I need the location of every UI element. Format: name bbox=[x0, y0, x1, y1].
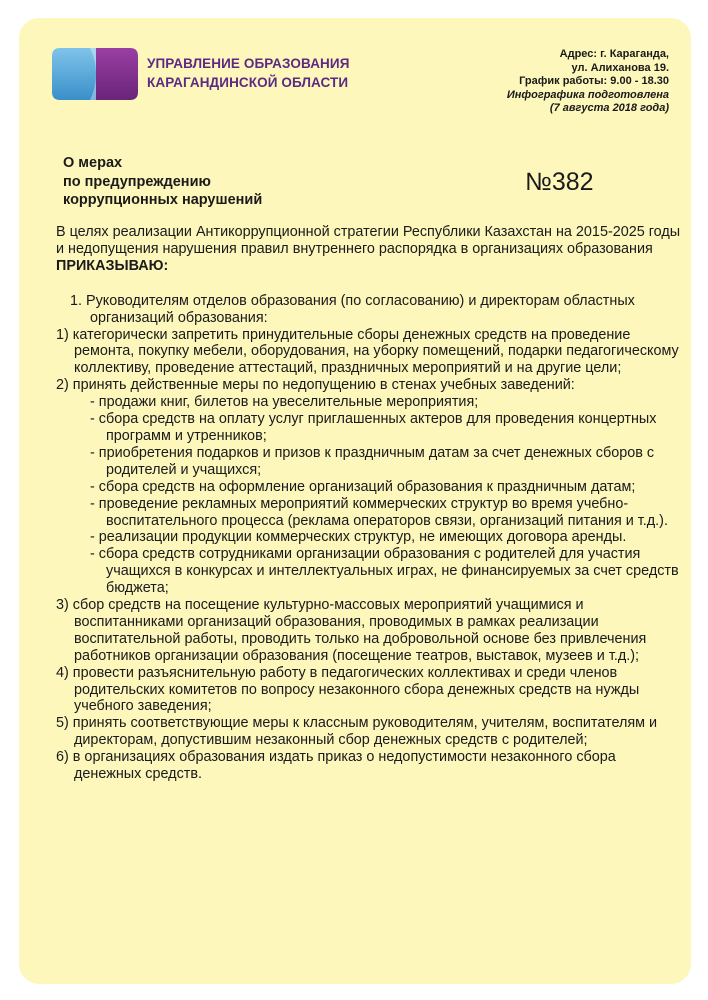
address-line2: ул. Алиханова 19. bbox=[571, 61, 669, 74]
list-item: - проведение рекламных мероприятий коммерческих структур во время учебно-воспитательного процесса (реклама операторов связи, организаций питания и т.д.). bbox=[90, 495, 668, 529]
intro-paragraph bbox=[56, 224, 686, 275]
list-item: - продажи книг, билетов на увеселительные мероприятия; bbox=[90, 394, 479, 411]
schedule: График работы: 9.00 - 18.30 bbox=[519, 75, 669, 87]
prepared-line2: (7 августа 2018 года) bbox=[549, 102, 669, 114]
list-item: 1. Руководителям отделов образования (по согласованию) и директорам областных организаций образования: bbox=[70, 292, 635, 326]
intro-emphasis: ПРИКАЗЫВАЮ: bbox=[56, 257, 169, 274]
list-item: - сбора средств сотрудниками организации образования с родителей для участия учащихся в конкурсах и интеллектуальных играх, не финансируемых за счет средств бюджета; bbox=[90, 546, 679, 597]
organization-name bbox=[147, 54, 350, 92]
list-item: 3) сбор средств на посещение культурно-массовых мероприятий учащимися и воспитанниками организаций образования, проводимых в рамках реализации воспитательной работы, проводить только на добровольной основе без привлечения работников организации образования (посещение театров, выставок, музеев и т.д.); bbox=[56, 597, 647, 664]
list-item: - сбора средств на оформление организаций образования к праздничным датам; bbox=[90, 478, 636, 495]
org-logo-icon bbox=[52, 48, 138, 100]
org-name-line2: КАРАГАНДИНСКОЙ ОБЛАСТИ bbox=[147, 75, 349, 90]
list-item: - реализации продукции коммерческих структур, не имеющих договора аренды. bbox=[90, 529, 627, 546]
document-body bbox=[56, 224, 686, 783]
topic-line2: по предупреждению bbox=[63, 173, 211, 190]
intro-text: В целях реализации Антикоррупционной стратегии Республики Казахстан на 2015-2025 годы и недопущения нарушения правил внутреннего распорядка в организациях образования bbox=[56, 224, 681, 257]
topic-line3: коррупционных нарушений bbox=[63, 192, 263, 208]
list-item: 1) категорически запретить принудительные сборы денежных средств на проведение ремонта, покупку мебели, оборудования, на уборку помещений, подарки педагогическому коллективу, проведение аттестаций, праздничных мероприятий и на другие цели; bbox=[56, 326, 679, 377]
prepared-line1: Инфографика подготовлена bbox=[506, 88, 669, 101]
topic-line1: О мерах bbox=[63, 155, 123, 171]
list-item: - приобретения подарков и призов к праздничным датам за счет денежных сборов с родителей и учащихся; bbox=[90, 444, 655, 478]
order-items bbox=[56, 293, 686, 783]
list-item: 5) принять соответствующие меры к классным руководителям, учителям, воспитателям и директорам, допустившим незаконный сбор денежных средств с родителей; bbox=[56, 715, 658, 749]
order-number: №382 bbox=[525, 168, 594, 196]
list-item: - сбора средств на оплату услуг приглашенных актеров для проведения концертных программ и утренников; bbox=[90, 411, 657, 444]
list-item: 2) принять действенные меры по недопущению в стенах учебных заведений: bbox=[56, 377, 575, 394]
list-item: 4) провести разъяснительную работу в педагогических коллективах и среди членов родительских комитетов по вопросу незаконного сбора денежных средств на нужды учебного заведения; bbox=[56, 664, 640, 715]
document-sheet bbox=[19, 18, 691, 984]
org-name-line1: УПРАВЛЕНИЕ ОБРАЗОВАНИЯ bbox=[147, 56, 350, 71]
list-item: 6) в организациях образования издать приказ о недопустимости незаконного сбора денежных средств. bbox=[56, 749, 616, 783]
address-line1: Адрес: г. Караганда, bbox=[559, 48, 669, 60]
document-topic bbox=[63, 154, 262, 210]
contact-block bbox=[507, 48, 669, 116]
